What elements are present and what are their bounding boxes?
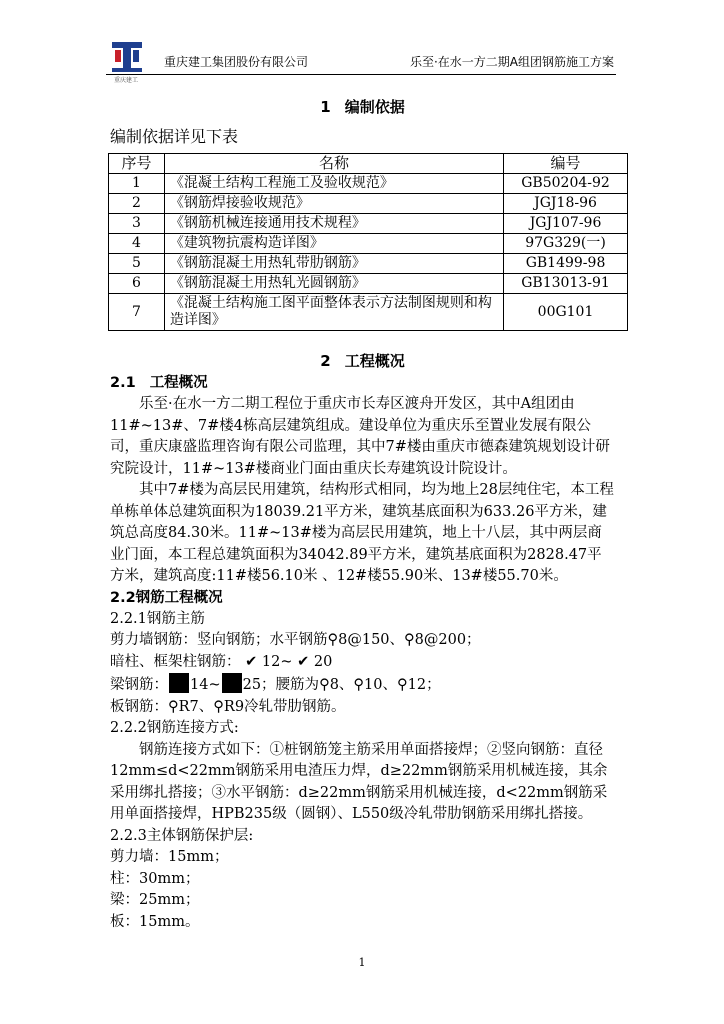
table-cell: 3 [109, 214, 165, 234]
section-2-1-heading: 2.1 工程概况 [110, 375, 208, 391]
rebar-diameter-icon: ⚲ [353, 677, 365, 693]
connection-paragraph: 钢筋连接方式如下：①桩钢筋笼主筋采用单面搭接焊；②竖向钢筋：直径12mm≤d<22mm钢筋采用电渣压力焊，d≥22mm钢筋采用机械连接，其余采用绑扎搭接；③水平钢筋：d≥22mm钢筋采用机械连接，d<22mm钢筋采用单面搭接焊，HPB235级（圆钢）、L550级冷轧带肋钢筋采用绑扎搭接。 [110, 741, 608, 822]
table-cell: 5 [109, 254, 165, 274]
section-2-2-heading: 2.2钢筋工程概况 [110, 589, 223, 606]
basis-table [108, 153, 628, 331]
table-cell: JGJ107-96 [504, 214, 628, 234]
table-cell: 《钢筋机械连接通用技术规程》 [164, 214, 503, 234]
line-value: 12； [407, 677, 441, 693]
table-cell: 7 [109, 294, 165, 331]
cover-item: 梁：25mm； [110, 892, 200, 908]
line-value: 25；腰筋为 [242, 677, 320, 693]
table-row [109, 254, 628, 274]
redacted-symbol-icon [222, 673, 242, 693]
line-value: R7、 [178, 698, 214, 715]
overview-paragraph-2: 其中7#楼为高层民用建筑，结构形式相同，均为地上28层纯住宅，本工程单栋单体总建筑面积为18039.21平方米，建筑基底面积为633.26平方米，建筑总高度84.30米。11#~13#楼为高层民用建筑，地上十八层，其中两层商业门面，本工程总建筑面积为34042.89平方米，建筑基底面积为2828.47平方米，建筑高度:11#楼56.10米 、12#楼55.90米、13#楼55.70米。 [110, 482, 614, 584]
table-header-row [109, 154, 628, 174]
section-1-heading: 1 编制依据 [320, 98, 405, 116]
line-label: 梁钢筋： [110, 677, 168, 693]
slab-rebar-line [110, 697, 615, 719]
table-row [109, 174, 628, 194]
table-cell: 《建筑物抗震构造详图》 [164, 234, 503, 254]
section-2-heading: 2 工程概况 [320, 352, 405, 370]
line-text: 竖向钢筋；水平钢筋 [197, 632, 328, 648]
table-cell: 2 [109, 194, 165, 214]
check-icon: ✔ [297, 653, 310, 670]
company-logo-icon [112, 42, 142, 72]
line-separator: ~ [280, 653, 293, 670]
overview-paragraph-1: 乐至·在水一方二期工程位于重庆市长寿区渡舟开发区，其中A组团由11#~13#、7#楼4栋高层建筑组成。建设单位为重庆乐至置业发展有限公司，重庆康盛监理咨询有限公司监理，其中7#楼由重庆市德森建筑规划设计研究院设计，11#~13#楼商业门面由重庆长寿建筑设计院设计。 [110, 396, 610, 477]
line-value: 8@150、 [338, 632, 405, 648]
table-cell: JGJ18-96 [504, 194, 628, 214]
line-value: 8@200； [414, 632, 481, 648]
table-cell: 《混凝土结构施工图平面整体表示方法制图规则和构造详图》 [164, 294, 503, 331]
line-value: 8、 [329, 677, 354, 693]
cover-item: 板：15mm。 [110, 913, 200, 930]
section-2-2-2-heading: 2.2.2钢筋连接方式: [110, 720, 239, 736]
rebar-diameter-icon: ⚲ [327, 632, 339, 648]
line-value: 10、 [364, 677, 397, 693]
table-header-cell: 名称 [164, 154, 503, 174]
table-row [109, 234, 628, 254]
document-title: 乐至·在水一方二期A组团钢筋施工方案 [409, 55, 614, 69]
table-row [109, 294, 628, 331]
line-value: 20 [313, 653, 333, 670]
table-cell: GB50204-92 [504, 174, 628, 194]
table-cell: 《钢筋混凝土用热轧光圆钢筋》 [164, 274, 503, 294]
table-cell: GB1499-98 [504, 254, 628, 274]
table-header-cell: 编号 [504, 154, 628, 174]
section-2-2-1-heading: 2.2.1钢筋主筋 [110, 610, 205, 627]
table-row [109, 214, 628, 234]
logo-text: 重庆建工 [114, 77, 139, 84]
redacted-symbol-icon [169, 673, 189, 693]
line-value: 14 [190, 677, 209, 693]
table-cell: 6 [109, 274, 165, 294]
line-label: 暗柱、框架柱钢筋： [110, 653, 241, 670]
table-cell: 《混凝土结构工程施工及验收规范》 [164, 174, 503, 194]
shear-wall-rebar-line [110, 630, 615, 652]
cover-item: 柱：30mm； [110, 870, 200, 887]
table-cell: GB13013-91 [504, 274, 628, 294]
table-row [109, 274, 628, 294]
rebar-diameter-icon: ⚲ [319, 677, 330, 693]
line-value: R9冷轧带肋钢筋。 [223, 698, 346, 715]
line-label: 板钢筋： [110, 698, 168, 715]
table-cell: 4 [109, 234, 165, 254]
line-label: 剪力墙钢筋： [110, 632, 197, 648]
company-name: 重庆建工集团股份有限公司 [164, 55, 309, 69]
table-cell: 1 [109, 174, 165, 194]
column-rebar-line [110, 652, 615, 674]
section-2-2-3-heading: 2.2.3主体钢筋保护层: [110, 827, 254, 844]
page-number: 1 [358, 956, 366, 969]
table-cell: 00G101 [504, 294, 628, 331]
rebar-diameter-icon: ⚲ [404, 632, 415, 648]
rebar-diameter-icon: ⚲ [168, 698, 179, 715]
table-cell: 《钢筋混凝土用热轧带肋钢筋》 [164, 254, 503, 274]
document-body [110, 95, 615, 933]
rebar-diameter-icon: ⚲ [213, 698, 224, 715]
rebar-diameter-icon: ⚲ [397, 677, 408, 693]
section-1-lead: 编制依据详见下表 [110, 127, 239, 146]
line-value: 12 [261, 653, 281, 670]
beam-rebar-line [110, 673, 615, 697]
cover-item: 剪力墙：15mm； [110, 849, 229, 865]
table-cell: 《钢筋焊接验收规范》 [164, 194, 503, 214]
table-header-cell: 序号 [109, 154, 165, 174]
page-header [106, 40, 616, 84]
table-cell: 97G329(一) [504, 234, 628, 254]
table-row [109, 194, 628, 214]
line-separator: ~ [208, 677, 221, 693]
check-icon: ✔ [245, 653, 258, 670]
